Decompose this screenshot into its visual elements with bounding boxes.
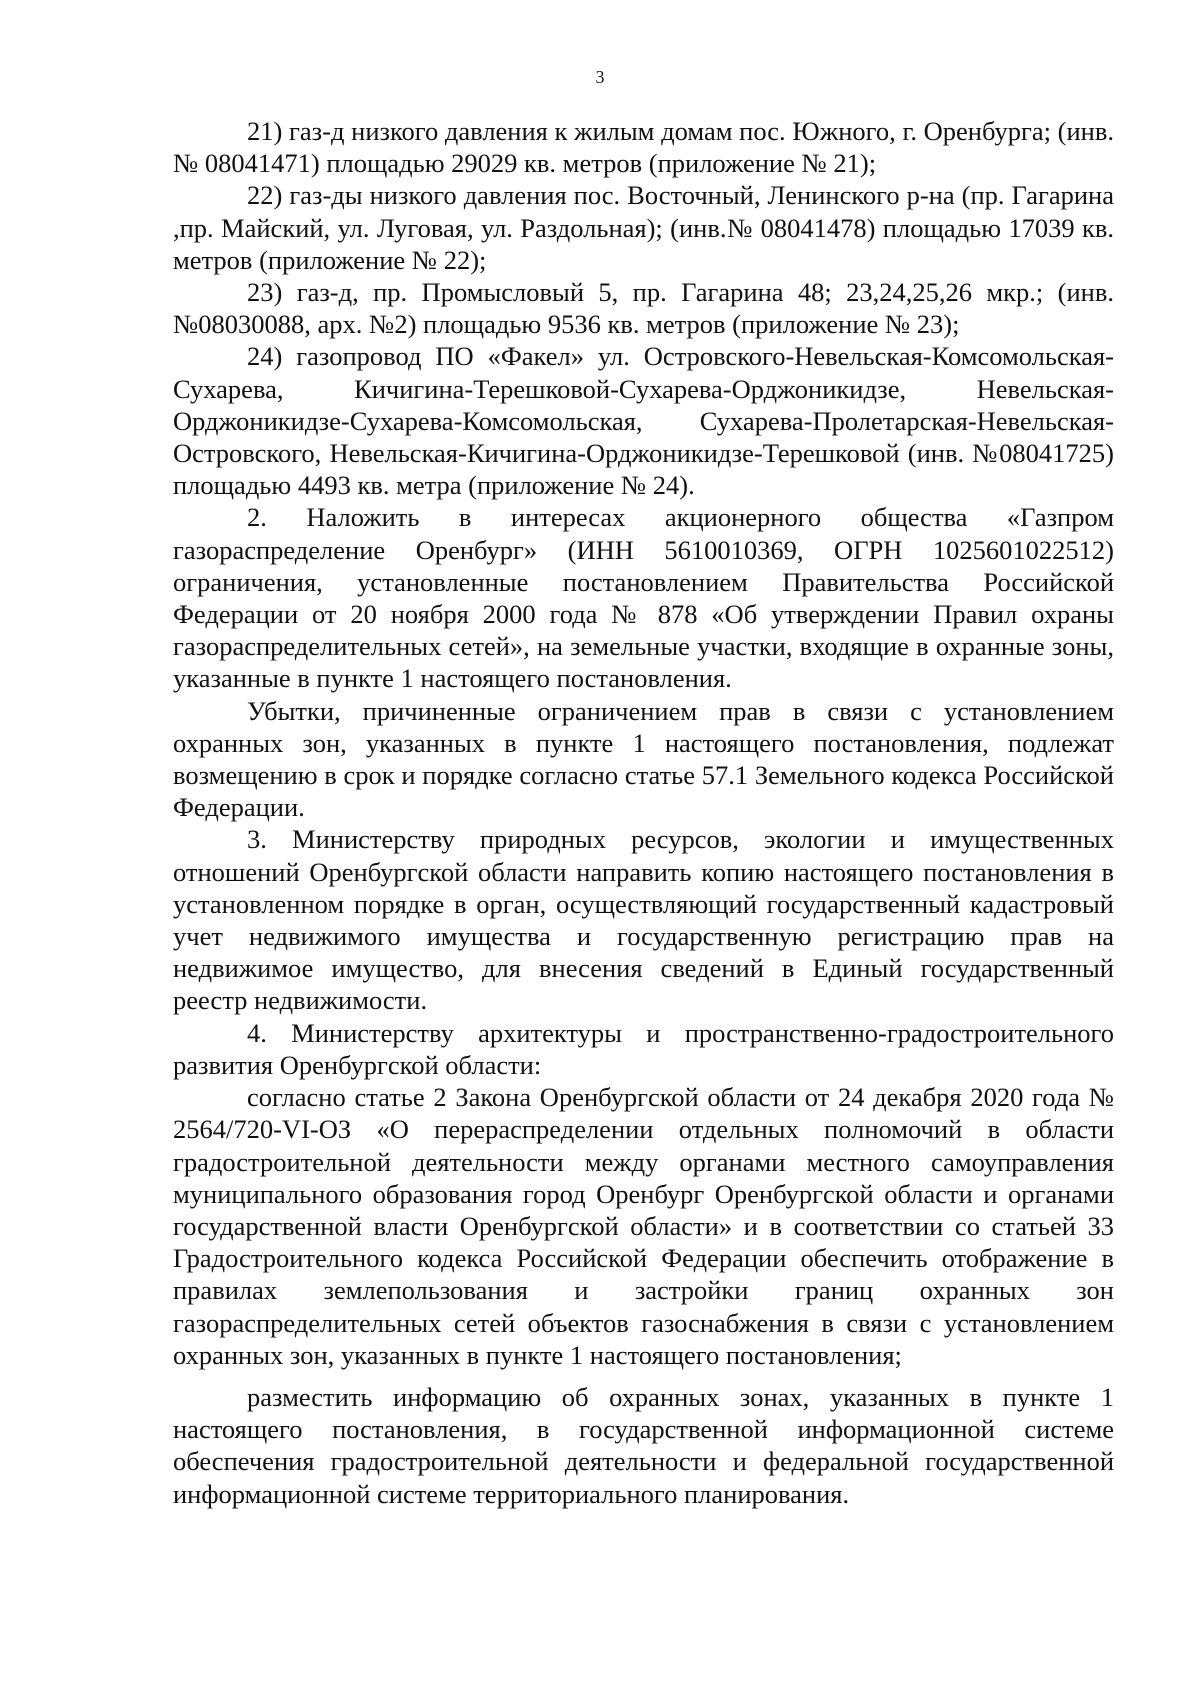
paragraph-clause-3: 3. Министерству природных ресурсов, экологии и имущественных отношений Оренбургской области направить копию настоящего постановления в установленном порядке в орган, осуществляющий государственный кадастровый учет недвижимого имущества и государственную регистрацию прав на недвижимое имущество, для внесения сведений в Единый государственный реестр недвижимости.: [173, 824, 1114, 1016]
paragraph-item-21: 21) газ-д низкого давления к жилым домам пос. Южного, г. Оренбурга; (инв.№ 08041471) площадью 29029 кв. метров (приложение № 21);: [173, 116, 1114, 179]
paragraph-item-23: 23) газ-д, пр. Промысловый 5, пр. Гагарина 48; 23,24,25,26 мкр.; (инв. №08030088, арх. №2) площадью 9536 кв. метров (приложение № 23);: [173, 277, 1114, 340]
paragraph-losses: Убытки, причиненные ограничением прав в связи с установлением охранных зон, указанных в пункте 1 настоящего постановления, подлежат возмещению в срок и порядке согласно статье 57.1 Земельного кодекса Российской Федерации.: [173, 695, 1114, 823]
paragraph-clause-2: 2. Наложить в интересах акционерного общества «Газпром газораспределение Оренбург» (ИНН 5610010369, ОГРН 1025601022512) ограничения, установленные постановлением Правительства Российской Федерации от 20 ноября 2000 года № 878 «Об утверждении Правил охраны газораспределительных сетей», на земельные участки, входящие в охранные зоны, указанные в пункте 1 настоящего постановления.: [173, 502, 1114, 694]
paragraph-item-24: 24) газопровод ПО «Факел» ул. Островского-Невельская-Комсомольская-Сухарева, Кичигина-Терешковой-Сухарева-Орджоникидзе, Невельская-Орджоникидзе-Сухарева-Комсомольская, Сухарева-Пролетарская-Невельская-Островского, Невельская-Кичигина-Орджоникидзе-Терешковой (инв. №08041725) площадью 4493 кв. метра (приложение № 24).: [173, 341, 1114, 501]
paragraph-item-22: 22) газ-ды низкого давления пос. Восточный, Ленинского р-на (пр. Гагарина ,пр. Майский, ул. Луговая, ул. Раздольная); (инв.№ 08041478) площадью 17039 кв. метров (приложение № 22);: [173, 180, 1114, 275]
page-number: 3: [595, 67, 605, 87]
document-body: [173, 115, 1114, 1510]
paragraph-clause-4-law: согласно статье 2 Закона Оренбургской области от 24 декабря 2020 года № 2564/720-VI-ОЗ «О перераспределении отдельных полномочий в области градостроительной деятельности между органами местного самоуправления муниципального образования город Оренбург Оренбургской области и органами государственной власти Оренбургской области» и в соответствии со статьей 33 Градостроительного кодекса Российской Федерации обеспечить отображение в правилах землепользования и застройки границ охранных зон газораспределительных сетей объектов газоснабжения в связи с установлением охранных зон, указанных в пункте 1 настоящего постановления;: [173, 1082, 1114, 1370]
paragraph-clause-4-publish: разместить информацию об охранных зонах, указанных в пункте 1 настоящего постановления, в государственной информационной системе обеспечения градостроительной деятельности и федеральной государственной информационной системе территориального планирования.: [173, 1381, 1114, 1509]
paragraph-clause-4: 4. Министерству архитектуры и пространственно-градостроительного развития Оренбургской области:: [173, 1017, 1114, 1080]
